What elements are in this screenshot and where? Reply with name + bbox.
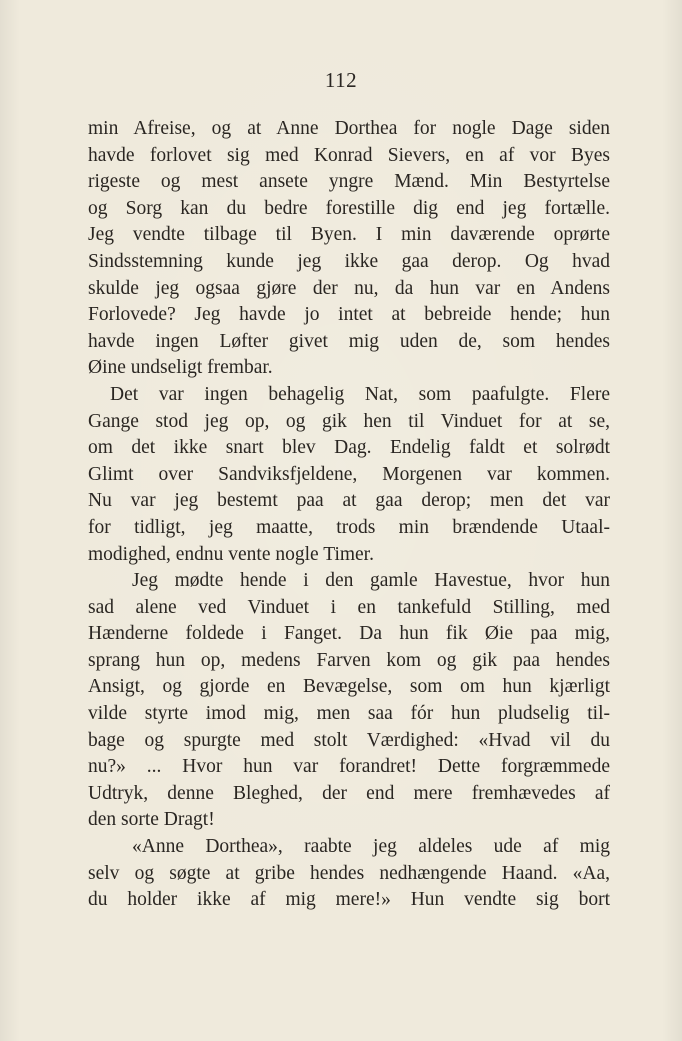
text-line-28: «Anne Dorthea», raabte jeg aldeles ude af mig	[132, 836, 610, 858]
text-line-16: for tidligt, jeg maatte, trods min brændende Utaal-	[88, 516, 610, 538]
text-line-24: bage og spurgte med stolt Værdighed: «Hvad vil du	[88, 729, 610, 751]
text-line-6: Sindsstemning kunde jeg ikke gaa derop. Og hvad	[88, 250, 610, 272]
text-line-15: Nu var jeg bestemt paa at gaa derop; men det var	[88, 490, 610, 512]
body-text	[88, 116, 610, 914]
text-line-19: sad alene ved Vinduet i en tankefuld Stilling, med	[88, 596, 610, 618]
text-line-9: havde ingen Løfter givet mig uden de, som hendes	[88, 330, 610, 352]
text-line-5: Jeg vendte tilbage til Byen. I min daværende oprørte	[88, 224, 610, 246]
text-line-30: du holder ikke af mig mere!» Hun vendte sig bort	[88, 889, 610, 911]
text-line-3: rigeste og mest ansete yngre Mænd. Min Bestyrtelse	[88, 171, 610, 193]
text-line-20: Hænderne foldede i Fanget. Da hun fik Øie paa mig,	[88, 623, 610, 645]
text-line-4: og Sorg kan du bedre forestille dig end jeg fortælle.	[88, 197, 610, 219]
text-line-10: Øine undseligt frembar.	[88, 357, 273, 379]
text-line-18: Jeg mødte hende i den gamle Havestue, hvor hun	[132, 570, 610, 592]
text-line-27: den sorte Dragt!	[88, 809, 215, 831]
text-line-29: selv og søgte at gribe hendes nedhængende Haand. «Aa,	[88, 862, 610, 884]
text-line-1: min Afreise, og at Anne Dorthea for nogle Dage siden	[88, 118, 610, 139]
text-line-14: Glimt over Sandviksfjeldene, Morgenen var kommen.	[88, 463, 610, 485]
text-line-8: Forlovede? Jeg havde jo intet at bebreide hende; hun	[88, 304, 610, 326]
text-line-11: Det var ingen behagelig Nat, som paafulgte. Flere	[110, 383, 610, 405]
text-line-23: vilde styrte imod mig, men saa fór hun pludselig til-	[88, 703, 610, 725]
text-line-12: Gange stod jeg op, og gik hen til Vinduet for at se,	[88, 410, 610, 432]
text-line-7: skulde jeg ogsaa gjøre der nu, da hun var en Andens	[88, 277, 610, 299]
text-line-26: Udtryk, denne Bleghed, der end mere fremhævedes af	[88, 782, 610, 804]
text-line-25: nu?» ... Hvor hun var forandret! Dette forgræmmede	[88, 756, 610, 778]
text-line-22: Ansigt, og gjorde en Bevægelse, som om hun kjærligt	[88, 676, 610, 698]
page-number: 112	[324, 68, 358, 92]
text-line-17: modighed, endnu vente nogle Timer.	[88, 543, 374, 565]
text-line-2: havde forlovet sig med Konrad Sievers, en af vor Byes	[88, 144, 610, 166]
text-line-21: sprang hun op, medens Farven kom og gik paa hendes	[88, 649, 610, 671]
text-line-13: om det ikke snart blev Dag. Endelig faldt et solrødt	[88, 437, 610, 459]
